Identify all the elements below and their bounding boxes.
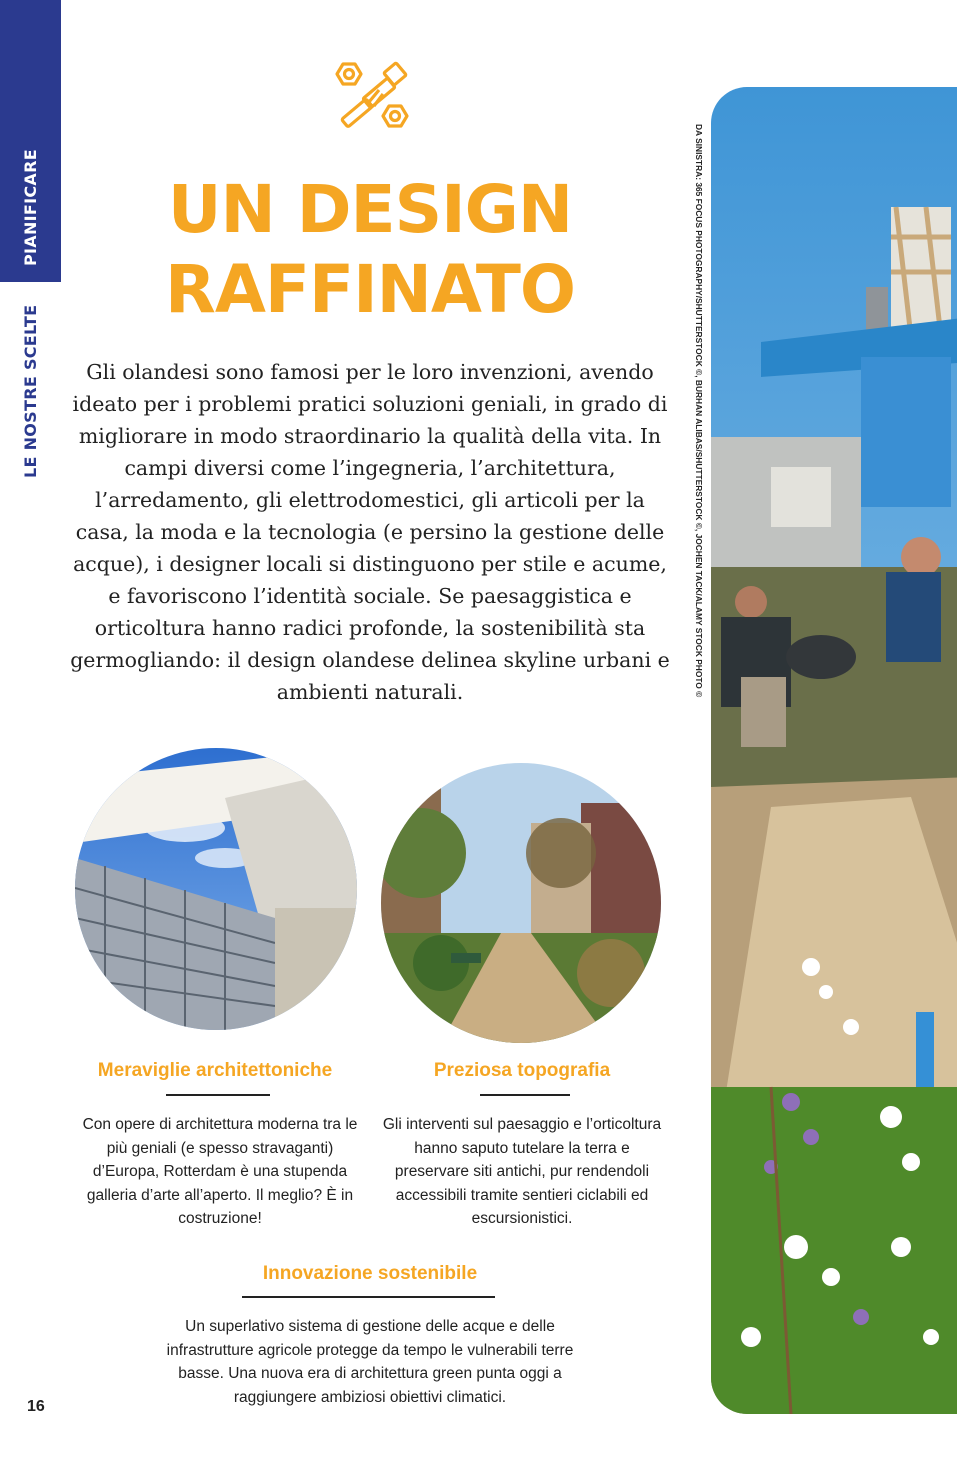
- feature-title-architecture: Meraviglie architettoniche: [97, 1060, 333, 1081]
- rooftop-garden-photo: [711, 87, 957, 1414]
- page-number: 16: [27, 1398, 45, 1415]
- title-line-1: UN DESIGN: [167, 171, 573, 248]
- title-line-2: RAFFINATO: [165, 251, 575, 328]
- intro-paragraph: Gli olandesi sono famosi per le loro invenzioni, avendo ideato per i problemi pratici soluzioni geniali, in grado di migliorare in modo straordinario la qualità della vita. In campi diversi come l’ingegneria, l’architettura, l’arredamento, gli elettrodomestici, gli articoli per la casa, la moda e la tecnologia (e persino la gestione delle acque), i designer locali si distinguono per stile e acume, e favoriscono l’identità sociale. Se paesaggistica e orticoltura hanno radici profonde, la sostenibilità sta germogliando: il design olandese delinea skyline urbani e ambienti naturali.: [70, 360, 670, 704]
- architecture-photo: [75, 748, 357, 1030]
- page-title: [120, 170, 620, 330]
- feature-divider: [166, 1094, 270, 1096]
- feature-title-topography: Preziosa topografia: [433, 1060, 611, 1081]
- feature-divider: [480, 1094, 570, 1096]
- feature-title-sustainability: Innovazione sostenibile: [262, 1263, 478, 1284]
- section-label: LE NOSTRE SCELTE: [21, 304, 40, 478]
- feature-text-topography: Gli interventi sul paesaggio e l’orticoltura hanno saputo tutelare la terra e preservare siti antichi, pur rendendoli accessibili tramite sentieri ciclabili ed escursionistici.: [382, 1116, 662, 1227]
- feature-text-architecture: Con opere di architettura moderna tra le più geniali (e spesso stravaganti) d’Europa, Rotterdam è una stupenda galleria d’arte all’aperto. Il meglio? È in costruzione!: [82, 1116, 358, 1227]
- garden-photo: [381, 763, 661, 1043]
- feature-divider: [242, 1296, 495, 1298]
- feature-text-sustainability: Un superlativo sistema di gestione delle acque e delle infrastrutture agricole protegge da tempo le vulnerabili terre basse. Una nuova era di architettura green punta oggi a raggiungere ambiziosi obiettivi climatici.: [166, 1318, 574, 1406]
- photo-credit: DA SINISTRA: 365 FOCUS PHOTOGRAPHY/SHUTTERSTOCK ©, BURHAN ALIBAS/SHUTTERSTOCK ©, JOCHEN TACK/ALAMY STOCK PHOTO ©: [694, 124, 704, 698]
- nut-and-bolt-icon: [333, 58, 411, 132]
- category-label: PIANIFICARE: [21, 149, 40, 266]
